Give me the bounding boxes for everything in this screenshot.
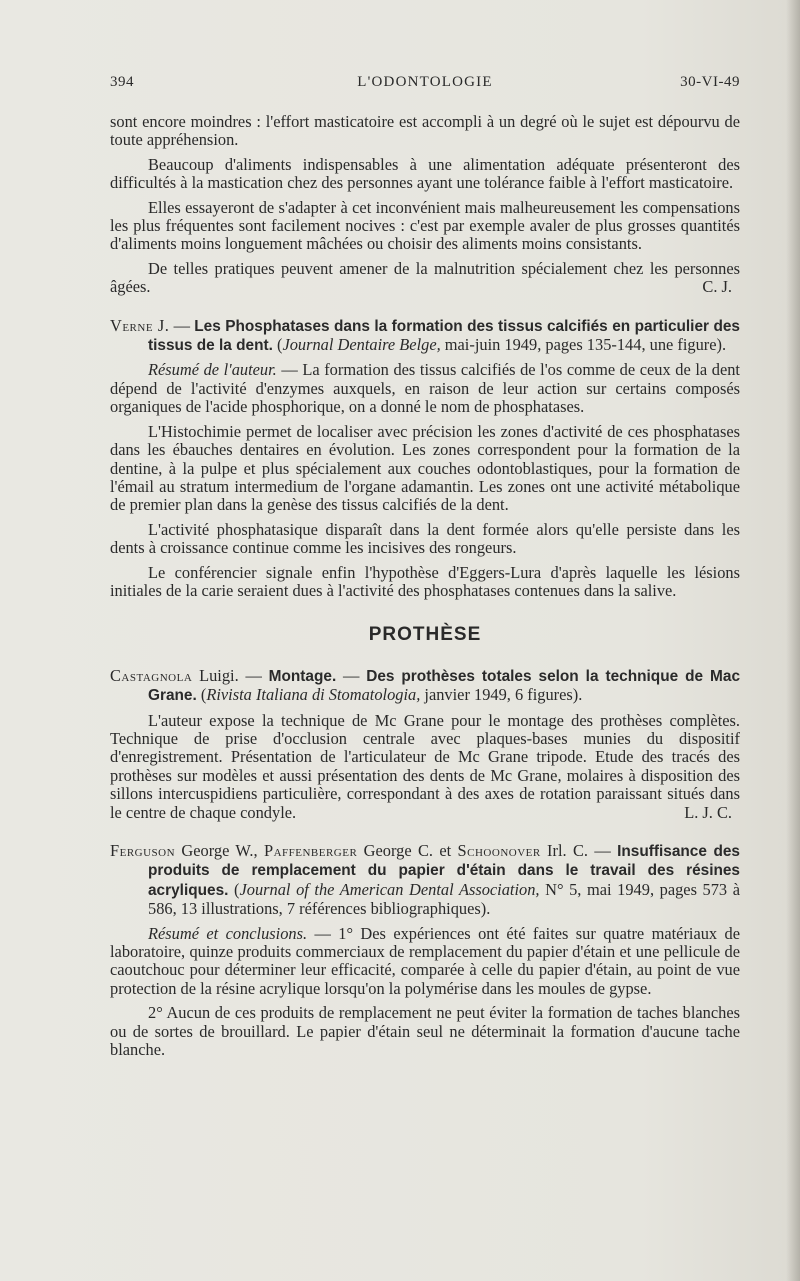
citation-label: Montage.	[268, 667, 337, 685]
abstract-citation	[110, 317, 740, 356]
resume-label: Résumé de l'auteur.	[148, 360, 277, 380]
resume-label: Résumé et conclusions.	[148, 923, 308, 943]
citation-journal: Journal Dentaire Belge,	[282, 335, 441, 355]
section-heading: PROTHÈSE	[368, 624, 482, 646]
citation-title: Des prothèses totales selon la technique de Mac Grane.	[148, 667, 740, 705]
citation-author: Verne J.	[110, 315, 170, 335]
citation-author-given: Irl. C.	[540, 841, 589, 860]
paragraph: 2° Aucun de ces produits de remplacement ne peut éviter la formation de taches blanches ou de sortes de brouillard. Le papier d'étain seul ne déterminait la formation d'aucune tache blanche.	[110, 1003, 740, 1060]
dash: —	[336, 665, 367, 685]
paragraph-text: L'auteur expose la technique de Mc Grane pour le montage des prothèses complètes. Technique de prise d'occlusion centrale avec plaques-bases munies du dispositif d'enregistrement. Présentation de l'articulateur de Mc Grane tripode. Etude des tracés des prothèses sur modèles et aussi présentation des dents de Mc Grane, molaires à disposition des sillons intercuspidiens particulière, correspondant à des axes de rotation paraissant situés dans le centre de chaque condyle.	[110, 710, 740, 822]
citation-title: Insuffisance des produits de remplacement du papier d'étain dans le travail des résines acryliques.	[148, 843, 740, 899]
page-edge-shadow	[786, 0, 800, 1281]
citation-author: Ferguson	[110, 841, 176, 860]
paragraph: Elles essayeront de s'adapter à cet inconvénient mais malheureusement les compensations les plus fréquentes sont facilement nocives : c'est par exemple avaler de plus grosses quantités d'aliments moins longuement mâchées ou choisir des aliments moins consistants.	[110, 197, 740, 254]
citation-reference: N° 5, mai 1949, pages 573 à 586, 13 illustrations, 7 références bibliographiques).	[148, 879, 740, 919]
citation-title: Les Phosphatases dans la formation des tissus calcifiés en particulier des tissus de la dent.	[148, 317, 740, 355]
paragraph-text: De telles pratiques peuvent amener de la malnutrition spécialement chez les personnes âgées.	[110, 258, 740, 297]
dash: —	[238, 665, 269, 685]
paragraph: sont encore moindres : l'effort masticatoire est accompli à un degré où le sujet est dépourvu de toute appréhension.	[110, 112, 740, 150]
issue-date: 30-VI-49	[680, 74, 740, 90]
page-content	[110, 113, 740, 1065]
paragraph	[110, 925, 740, 999]
author-initials: L. J. C.	[684, 802, 732, 822]
citation-author: Schoonover	[457, 841, 541, 860]
paragraph: Beaucoup d'aliments indispensables à une alimentation adéquate présenteront des difficultés à la mastication chez des personnes ayant une tolérance faible à l'effort masticatoire.	[110, 154, 740, 193]
journal-title: L'ODONTOLOGIE	[357, 74, 493, 90]
abstract-citation	[110, 667, 740, 706]
citation-journal: Rivista Italiana di Stomatologia,	[206, 685, 421, 705]
paragraph	[110, 260, 740, 297]
paren-open: (	[228, 879, 240, 899]
paragraph	[110, 712, 740, 822]
citation-author-given: George W.,	[175, 841, 264, 860]
paragraph: Le conférencier signale enfin l'hypothèse d'Eggers-Lura d'après laquelle les lésions initiales de la carie seraient dues à l'activité des phosphatases contenues dans la salive.	[110, 562, 740, 600]
citation-author-given: Luigi.	[192, 665, 239, 685]
paragraph-text: — 1° Des expériences ont été faites sur quatre matériaux de laboratoire, quinze produits commerciaux de remplacement du papier d'étain et une pellicule de caoutchouc pour déterminer leur efficacité, comparée à celle du papier d'étain, au point de vue protection de la résine acrylique lorsqu'on la polymérise dans les moules de gypse.	[110, 923, 740, 998]
citation-author: Paffenberger	[263, 841, 358, 860]
citation-author: Castagnola	[110, 665, 193, 685]
paragraph-text: — La formation des tissus calcifiés de l'os comme de ceux de la dent dépend de l'activité d'enzymes auxquels, en raison de leur action sur certains composés organiques de l'acide phosphorique, on a donné le nom de phosphatases.	[110, 360, 740, 417]
citation-journal: Journal of the American Dental Association,	[239, 879, 540, 899]
citation-reference: mai-juin 1949, pages 135-144, une figure).	[440, 335, 727, 355]
abstract-citation	[110, 842, 740, 919]
paren-open: (	[272, 335, 283, 355]
dash: —	[588, 841, 618, 860]
page-number: 394	[110, 74, 134, 90]
citation-author-given: George C. et	[357, 841, 458, 860]
dash: —	[169, 315, 195, 335]
paragraph: L'Histochimie permet de localiser avec précision les zones d'activité de ces phosphatases dans les ébauches dentaires en évolution. Les zones correspondent pour la formation de la dentine, à la pulpe et plus spécialement aux couches odontoblastiques, pour la formation de l'émail au stratum intermedium de l'organe adamantin. Les zones ont une activité métabolique de premier plan dans la genèse des tissus calcifiés de la dent.	[110, 421, 740, 515]
paragraph	[110, 361, 740, 416]
paren-open: (	[196, 685, 207, 705]
author-initials: C. J.	[702, 277, 732, 297]
paragraph: L'activité phosphatasique disparaît dans la dent formée alors qu'elle persiste dans les dents à croissance continue comme les incisives des rongeurs.	[110, 519, 740, 558]
citation-reference: janvier 1949, 6 figures).	[420, 685, 583, 705]
